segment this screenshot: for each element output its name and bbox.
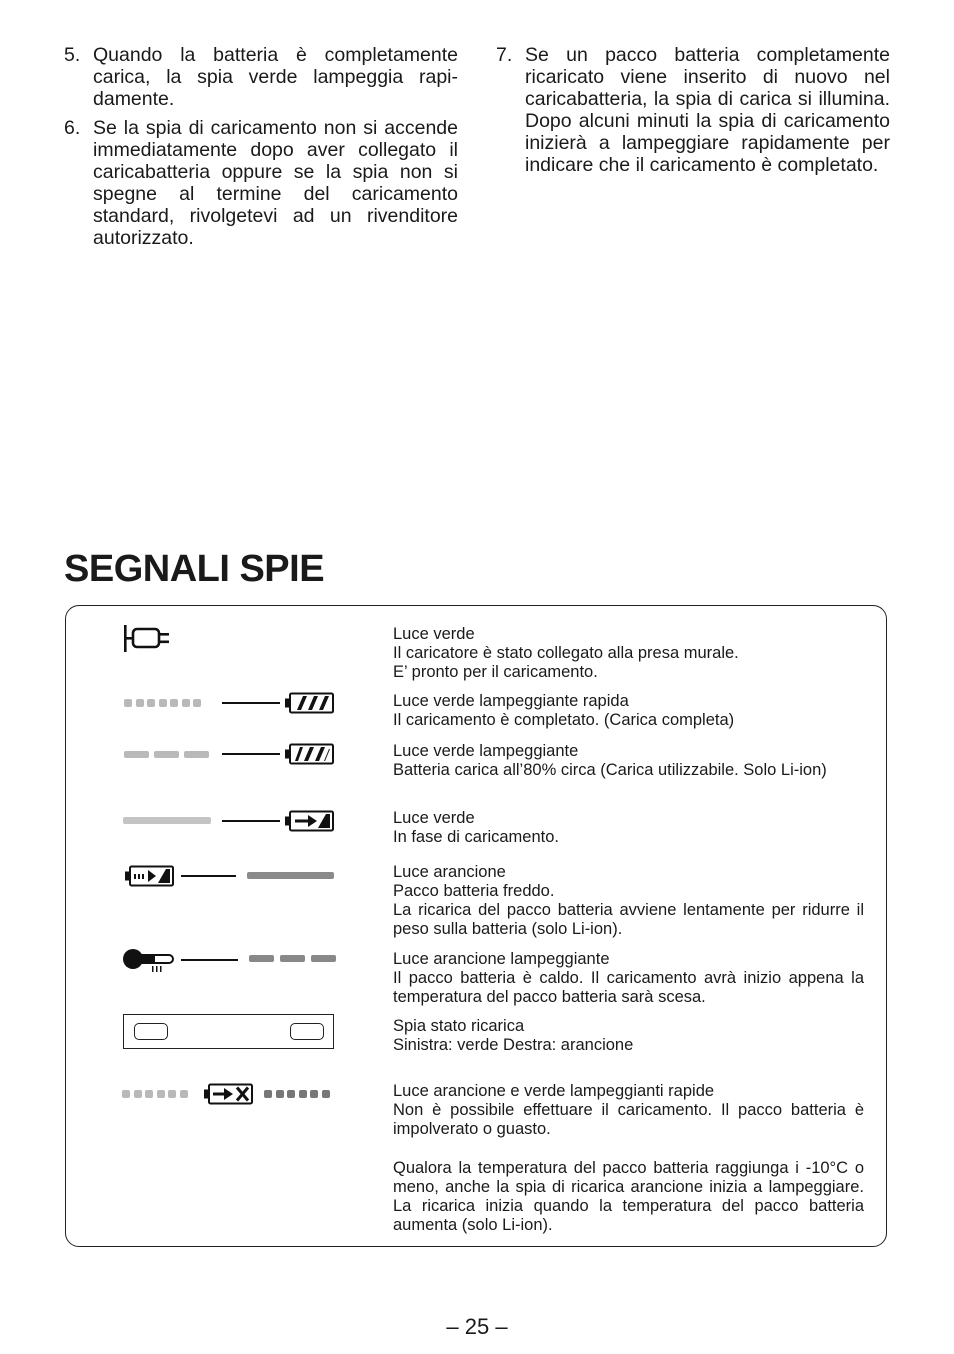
signal-text: E’ pronto per il caricamento. bbox=[393, 663, 598, 681]
signal-text: Il caricamento è completato. (Carica completa) bbox=[393, 711, 735, 729]
signal-text: Batteria carica all’80% circa (Carica utilizzabile. Solo Li-ion) bbox=[393, 761, 827, 779]
signal-text: Il pacco batteria è caldo. Il caricamento avrà inizio appena la temperatura del pacco batteria sarà scesa. bbox=[393, 969, 864, 1006]
signal-text: La ricarica del pacco batteria avviene lentamente per ridurre il peso sulla batteria (solo Li-ion). bbox=[393, 901, 864, 938]
connector-line bbox=[222, 702, 280, 704]
instructions-right-column bbox=[496, 44, 890, 183]
temperature-note bbox=[393, 1159, 864, 1235]
instructions-left-column bbox=[64, 44, 458, 256]
signal-title: Luce verde bbox=[393, 625, 475, 643]
item-text: Se la spia di caricamento non si accende immediatamente dopo aver collegato il caricabatteria oppure se la spia non si spegne al termine del caricamento standard, rivolgetevi ad un rivenditore autorizzato. bbox=[93, 117, 458, 249]
signal-title: Luce arancione bbox=[393, 863, 506, 881]
connector-line bbox=[222, 753, 280, 755]
section-title: SEGNALI SPIE bbox=[64, 548, 325, 590]
connector-line bbox=[222, 820, 280, 822]
page-number: – 25 – bbox=[446, 1314, 508, 1339]
signal-description bbox=[393, 742, 864, 780]
signal-description bbox=[393, 863, 864, 939]
battery-error-icon bbox=[202, 1083, 256, 1105]
instruction-item bbox=[496, 44, 890, 176]
rapid-flash-indicator bbox=[124, 699, 205, 707]
led-left-icon bbox=[134, 1023, 168, 1040]
signal-description bbox=[393, 1082, 864, 1139]
signal-title: Luce verde lampeggiante bbox=[393, 742, 579, 760]
status-leds-icon bbox=[123, 1014, 334, 1049]
signal-text: In fase di caricamento. bbox=[393, 828, 559, 846]
signal-text: Pacco batteria freddo. bbox=[393, 882, 555, 900]
signal-text: Non è possibile effettuare il caricamento. Il pacco batteria è impolverato o guasto. bbox=[393, 1101, 864, 1138]
battery-full-icon bbox=[284, 743, 336, 765]
connector-line bbox=[181, 959, 238, 961]
steady-indicator bbox=[247, 872, 334, 879]
signal-title: Luce verde bbox=[393, 809, 475, 827]
signal-description bbox=[393, 625, 864, 682]
instruction-item bbox=[64, 44, 458, 110]
rapid-flash-indicator-dark bbox=[264, 1090, 333, 1098]
signal-title: Luce verde lampeggiante rapida bbox=[393, 692, 629, 710]
signal-description bbox=[393, 950, 864, 1007]
thermometer-icon bbox=[121, 948, 177, 974]
item-text: Se un pacco batteria completamente ricaricato viene inserito di nuovo nel caricabatteria, la spia di carica si illumina. Dopo alcuni minuti la spia di caricamento inizierà a lampeggiare rapidamente per indicare che il caricamento è completato. bbox=[525, 44, 890, 176]
battery-full-icon bbox=[284, 692, 336, 714]
instruction-item bbox=[64, 117, 458, 249]
item-number: 6. bbox=[64, 117, 81, 139]
signal-description bbox=[393, 692, 864, 730]
steady-indicator bbox=[123, 817, 211, 824]
led-right-icon bbox=[290, 1023, 324, 1040]
item-number: 5. bbox=[64, 44, 81, 66]
flash-indicator bbox=[124, 751, 214, 758]
flash-indicator bbox=[249, 955, 342, 962]
item-text: Quando la batteria è completamente carica, la spia verde lampeggia rapidamente. bbox=[93, 44, 458, 110]
signal-title: Luce arancione lampeggiante bbox=[393, 950, 610, 968]
signal-description bbox=[393, 1017, 864, 1055]
battery-cold-icon bbox=[123, 865, 177, 887]
signal-text: Il caricatore è stato collegato alla presa murale. bbox=[393, 644, 739, 662]
note-text: Qualora la temperatura del pacco batteria raggiunga i -10°C o meno, anche la spia di ricarica arancione inizia a lampeggiare. La ricarica inizia quando la temperatura del pacco batteria aumenta (solo Li-ion). bbox=[393, 1159, 864, 1234]
signal-description bbox=[393, 809, 864, 847]
signal-title: Luce arancione e verde lampeggianti rapide bbox=[393, 1082, 715, 1100]
connector-line bbox=[181, 875, 236, 877]
signal-title: Spia stato ricarica bbox=[393, 1017, 525, 1035]
plug-icon bbox=[121, 623, 175, 655]
battery-charging-icon bbox=[284, 810, 336, 832]
signal-text: Sinistra: verde Destra: arancione bbox=[393, 1036, 634, 1054]
item-number: 7. bbox=[496, 44, 513, 66]
rapid-flash-indicator bbox=[122, 1090, 191, 1098]
